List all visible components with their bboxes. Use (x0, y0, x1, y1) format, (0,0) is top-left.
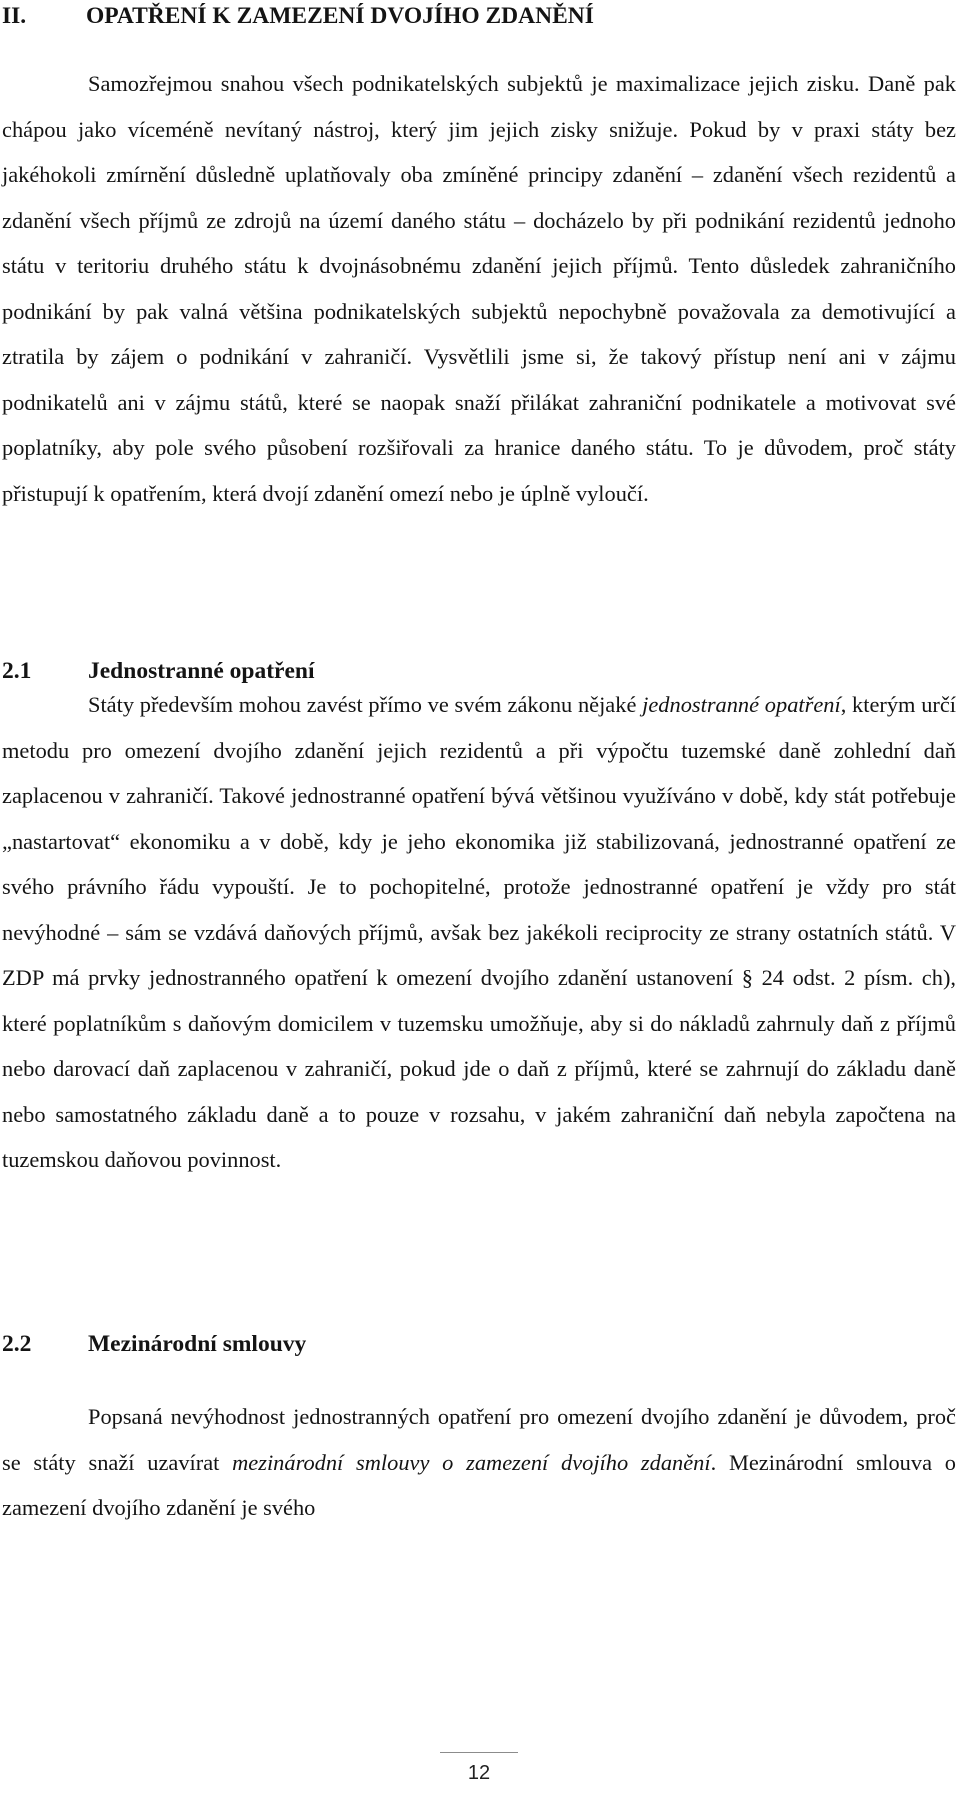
section-2-2-heading (2, 1330, 306, 1358)
section-2-2-title: Mezinárodní smlouvy (88, 1331, 307, 1357)
section-2-2-italic-term: mezinárodní smlouvy o zamezení dvojího zdanění (232, 1449, 711, 1475)
chapter-heading (2, 2, 594, 30)
section-2-1-paragraph (2, 682, 956, 1183)
section-2-1-heading (2, 657, 315, 685)
chapter-title: OPATŘENÍ K ZAMEZENÍ DVOJÍHO ZDANĚNÍ (86, 3, 594, 29)
chapter-number: II. (2, 3, 27, 29)
page-number: 12 (467, 1762, 491, 1784)
section-2-1-title: Jednostranné opatření (88, 658, 315, 684)
section-2-1-text-start: Státy především mohou zavést přímo ve svém zákonu nějaké (88, 692, 643, 717)
section-2-2-paragraph (2, 1394, 956, 1531)
section-2-1-number: 2.1 (2, 658, 32, 684)
chapter-intro-paragraph: Samozřejmou snahou všech podnikatelských subjektů je maximalizace jejich zisku. Daně pak chápou jako víceméně nevítaný nástroj, který jim jejich zisky snižuje. Pokud by v praxi státy bez jakéhokoli zmírnění důsledně uplatňovaly oba zmíněné principy zdanění – zdanění všech rezidentů a zdanění všech příjmů ze zdrojů na území daného státu – docházelo by při podnikání rezidentů jednoho státu v teritoriu druhého státu k dvojnásobnému zdanění jejich příjmů. Tento důsledek zahraničního podnikání by pak valná většina podnikatelských subjektů nepochybně považovala za demotivující a ztratila by zájem o podnikání v zahraničí. Vysvětlili jsme si, že takový přístup není ani v zájmu podnikatelů ani v zájmu států, které se naopak snaží přilákat zahraniční podnikatele a motivovat své poplatníky, aby pole svého působení rozšiřovali za hranice daného státu. To je důvodem, proč státy přistupují k opatřením, která dvojí zdanění omezí nebo je úplně vyloučí. (2, 71, 956, 506)
footer-divider (440, 1752, 518, 1753)
section-2-1-italic-term: jednostranné opatření (642, 692, 841, 717)
section-2-1-text-end: , kterým určí metodu pro omezení dvojího zdanění jejich rezidentů a při výpočtu tuzemské daně zohlední daň zaplacenou v zahraničí. Takové jednostranné opatření bývá většinou využíváno v době, kdy stát potřebuje „nastartovat“ ekonomiku a v době, kdy je jeho ekonomika již stabilizovaná, jednostranné opatření ze svého právního řádu vypouští. Je to pochopitelné, protože jednostranné opatření je vždy pro stát nevýhodné – sám se vzdává daňových příjmů, avšak bez jakékoli reciprocity ze strany ostatních států. V ZDP má prvky jednostranného opatření k omezení dvojího zdanění ustanovení § 24 odst. 2 písm. ch), které poplatníkům s daňovým domicilem v tuzemsku umožňuje, aby si do nákladů zahrnuly daň z příjmů nebo darovací daň zaplacenou v zahraničí, pokud jde o daň z příjmů, které se zahrnují do základu daně nebo samostatného základu daně a to pouze v rozsahu, v jakém zahraniční daň nebyla započtena na tuzemskou daňovou povinnost. (2, 692, 957, 1172)
section-2-2-text-end: . Mezinárodní smlouva o zamezení dvojího zdanění je svého (2, 1449, 956, 1520)
section-2-2-text-start: Popsaná nevýhodnost jednostranných opatření pro omezení dvojího zdanění je důvodem, proč se státy snaží uzavírat (2, 1404, 956, 1475)
section-2-2-number: 2.2 (2, 1331, 32, 1357)
